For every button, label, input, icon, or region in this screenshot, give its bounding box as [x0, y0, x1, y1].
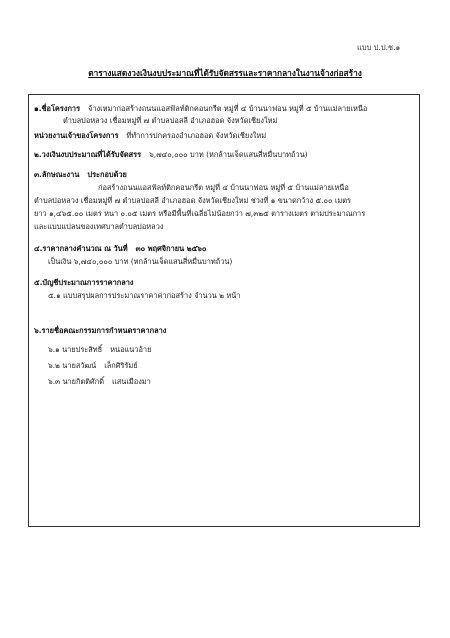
member-number: ๖.๒ — [48, 361, 60, 370]
description-line-3: ยาว ๑,๔๖๕.๐๐ เมตร หนา ๐.๐๕ เมตร หรือมีพื้นที่เฉลี่ยไม่น้อยกว่า ๗,๓๒๕ ตารางเมตร ตามประมาณการ — [34, 209, 366, 218]
committee-member — [48, 345, 151, 354]
member-surname: แสนเมืองมา — [112, 377, 151, 386]
description-line-4: และแบบแปลนของเทศบาลตำบลบ่อหลวง — [34, 222, 164, 231]
member-name: นายประสิทธิ์ — [62, 345, 103, 354]
project-label: ๑.ชื่อโครงการ — [34, 104, 81, 113]
budget-value: ๖,๗๔๐,๐๐๐ บาท (หกล้านเจ็ดแสนสี่หมื่นบาทถ้วน) — [149, 150, 308, 159]
median-price-date: ๓๐ พฤศจิกายน ๒๕๖๐ — [135, 244, 207, 253]
description-row — [34, 170, 127, 179]
form-code: แบบ ป.ป.ช.๑ — [357, 43, 401, 52]
committee-label: ๖.รายชื่อคณะกรรมการกำหนดราคากลาง — [34, 326, 167, 335]
member-number: ๖.๓ — [48, 377, 61, 386]
committee-member — [48, 361, 138, 370]
member-surname: เล็กศิริรัมย์ — [104, 361, 138, 370]
committee-member — [48, 377, 151, 386]
description-line-2: ตำบลบ่อหลวง เชื่อมหมู่ที่ ๗ ตำบลบ่อสลี อำเภอฮอด จังหวัดเชียงใหม่ ช่วงที่ ๑ ขนาดกว้าง ๕.๐๐ เมตร — [34, 196, 351, 205]
budget-row — [34, 150, 308, 159]
member-surname: หน่อแนวอ้าย — [110, 345, 152, 354]
estimate-docs-item-1: ๕.๑ แบบสรุปผลการประมาณราคาค่าก่อสร้าง จำนวน ๒ หน้า — [48, 291, 241, 300]
median-price-label: ๔.ราคากลางคำนวณ ณ วันที่ — [34, 244, 128, 253]
description-line-1: ก่อสร้างถนนแอสฟัลท์ติกคอนกรีต หมู่ที่ ๔ บ้านนาฟอน หมู่ที่ ๕ บ้านแม่ลายเหนือ — [98, 183, 349, 192]
description-label-2: ประกอบด้วย — [87, 170, 127, 179]
project-row — [34, 104, 367, 113]
project-line-1: จ้างเหมาก่อสร้างถนนแอสฟัลท์ติกคอนกรีต หมู่ที่ ๔ บ้านนาฟอน หมู่ที่ ๕ บ้านแม่ลายเหนือ — [88, 104, 368, 113]
document-title: ตารางแสดงวงเงินงบประมาณที่ได้รับจัดสรรและราคากลางในงานจ้างก่อสร้าง — [88, 68, 362, 78]
budget-label: ๒.วงเงินงบประมาณที่ได้รับจัดสรร — [34, 150, 142, 159]
agency-value: ที่ทำการปกครองอำเภอฮอด จังหวัดเชียงใหม่ — [126, 131, 267, 140]
member-name: นายสวัฒน์ — [62, 361, 97, 370]
member-name: นายกิตติศักดิ์ — [62, 377, 105, 386]
median-price-row — [34, 244, 206, 253]
median-price-value: เป็นเงิน ๖,๗๔๐,๐๐๐ บาท (หกล้านเจ็ดแสนสี่หมื่นบาทถ้วน) — [48, 257, 233, 266]
member-number: ๖.๑ — [48, 345, 60, 354]
estimate-docs-label: ๕.บัญชีประมาณการราคากลาง — [34, 278, 134, 287]
agency-label: หน่วยงานเจ้าของโครงการ — [34, 131, 119, 140]
agency-row — [34, 131, 266, 140]
project-line-2: ตำบลบ่อหลวง เชื่อมหมู่ที่ ๗ ตำบลบ่อสลี อำเภอฮอด จังหวัดเชียงใหม่ — [63, 116, 278, 125]
description-label: ๓.ลักษณะงาน — [34, 170, 80, 179]
